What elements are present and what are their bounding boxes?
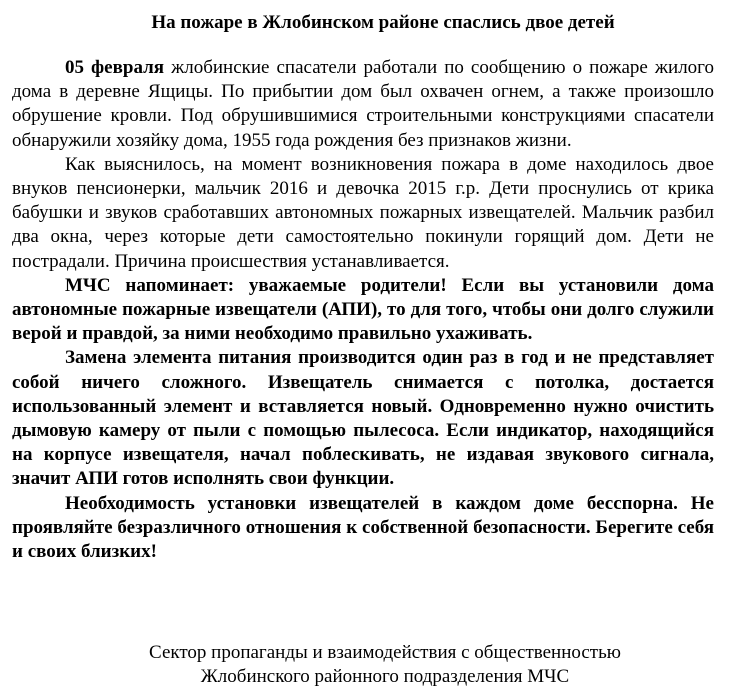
signature-line-1: Сектор пропаганды и взаимодействия с общественностью xyxy=(149,642,621,663)
paragraph-appeal: Необходимость установки извещателей в каждом доме бесспорна. Не проявляйте безразличного отношения к собственной безопасности. Берегите себя и своих близких! xyxy=(12,492,714,563)
paragraph-incident xyxy=(12,56,714,153)
paragraph-battery-replacement: Замена элемента питания производится один раз в год и не представляет собой ничего сложного. Извещатель снимается с потолка, достается использованный элемент и вставляется новый. Одновременно нужно очистить дымовую камеру от пыли с помощью пылесоса. Если индикатор, находящийся на корпусе извещателя, начал поблескивать, не издавая звукового сигнала, значит АПИ готов исполнять свои функции. xyxy=(12,347,714,490)
incident-date: 05 февраля xyxy=(65,57,165,78)
incident-text: жлобинские спасатели работали по сообщению о пожаре жилого дома в деревне Ящицы. По прибытии дом был охвачен огнем, а также произошло обрушение кровли. Под обрушившимися строительными конструкциями спасатели обнаружили хозяйку дома, 1955 года рождения без признаков жизни. xyxy=(12,57,714,151)
article-title: На пожаре в Жлобинском районе спаслись двое детей xyxy=(151,12,615,33)
signature-line-2: Жлобинского районного подразделения МЧС xyxy=(200,666,570,687)
paragraph-children: Как выяснилось, на момент возникновения пожара в доме находилось двое внуков пенсионерки, мальчик 2016 и девочка 2015 г.р. Дети проснулись от крика бабушки и звуков сработавших автономных пожарных извещателей. Мальчик разбил два окна, через которые дети самостоятельно покинули горящий дом. Дети не пострадали. Причина происшествия устанавливается. xyxy=(12,153,714,272)
paragraph-mchs-reminder: МЧС напоминает: уважаемые родители! Если вы установили дома автономные пожарные извещатели (АПИ), то для того, чтобы они долго служили верой и правдой, за ними необходимо правильно ухаживать. xyxy=(12,274,714,345)
signature-block xyxy=(12,641,714,689)
document-page xyxy=(12,10,714,564)
